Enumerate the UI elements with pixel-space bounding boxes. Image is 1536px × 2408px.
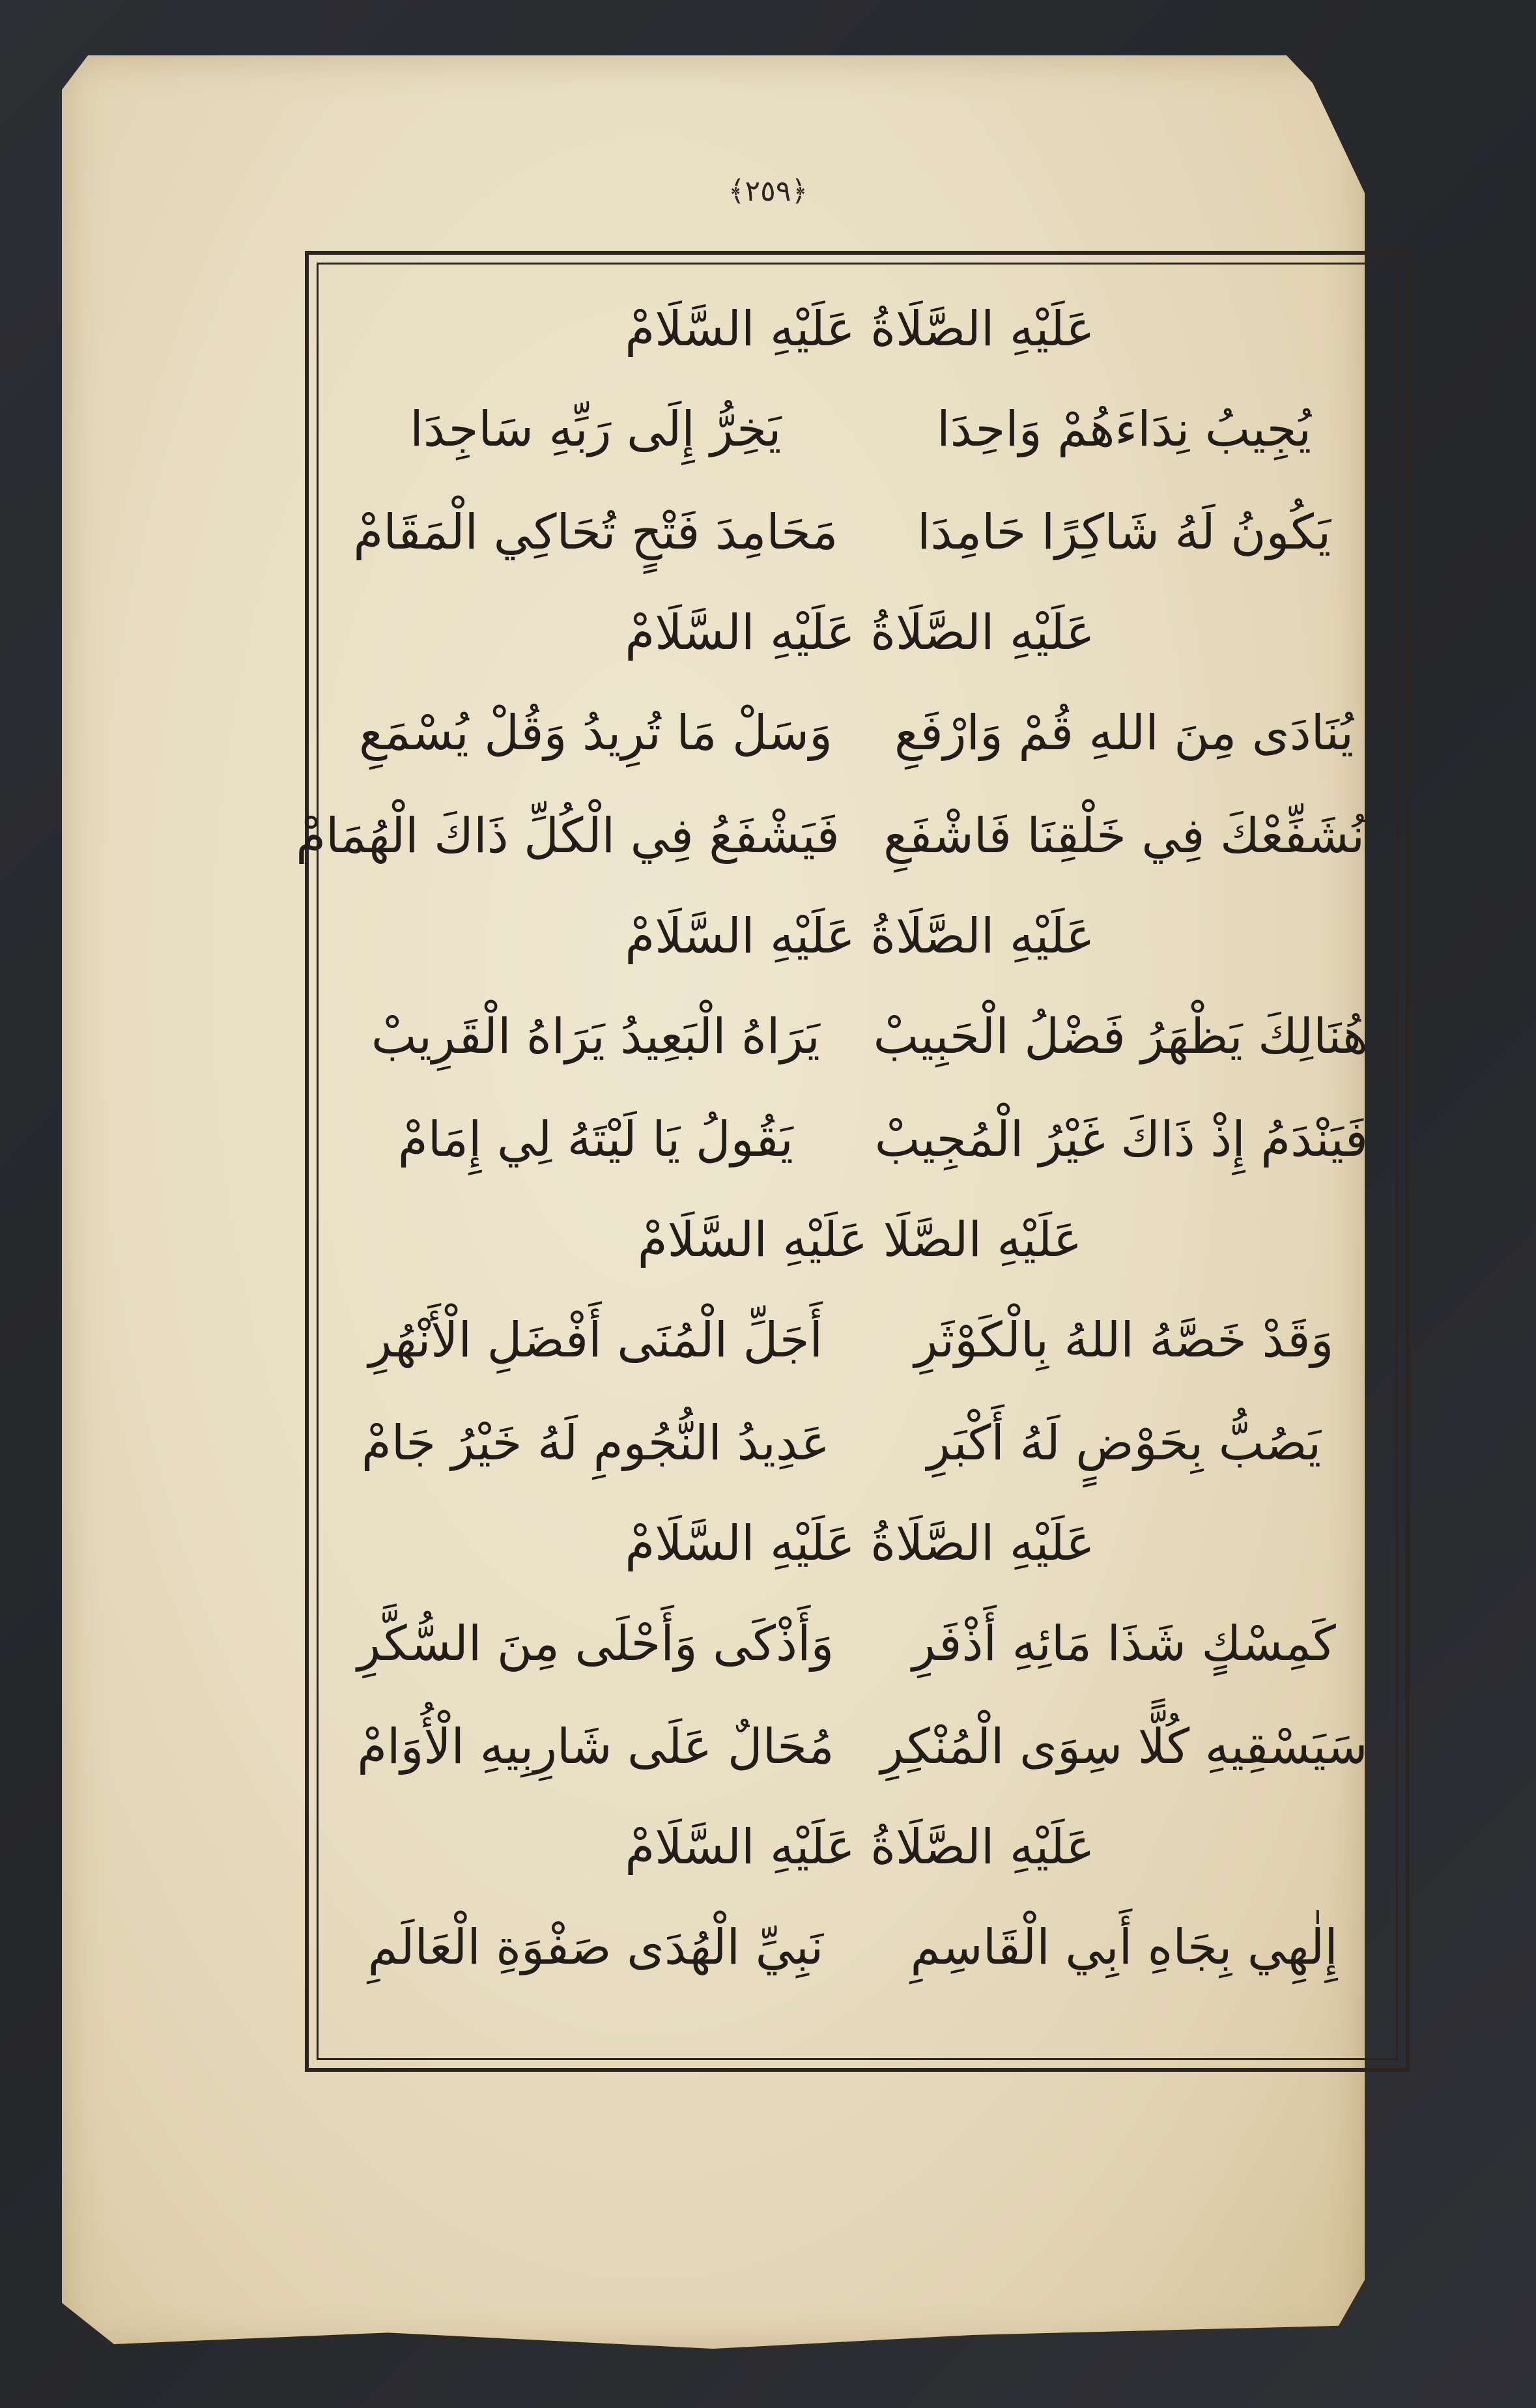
refrain-line: عَلَيْهِ الصَّلَاةُ عَلَيْهِ السَّلَامْ: [625, 605, 1095, 661]
hemistich-left: يَرَاهُ الْبَعِيدُ يَرَاهُ الْقَرِيبْ: [371, 1009, 820, 1065]
hemistich-left: أَجَلِّ الْمُنَى أَفْضَلِ الْأَنْهُرِ: [368, 1312, 823, 1368]
verse-line: [352, 1896, 1368, 1999]
page-number: ﴾٢٥٩﴿: [728, 175, 808, 208]
verse-line: [352, 1088, 1368, 1191]
hemistich-left: فَيَشْفَعُ فِي الْكُلِّ ذَاكَ الْهُمَامْ: [296, 808, 840, 864]
hemistich-right: يُجِيبُ نِدَاءَهُمْ وَاحِدَا: [937, 401, 1312, 457]
hemistich-left: يَقُولُ يَا لَيْتَهُ لِي إِمَامْ: [397, 1111, 793, 1168]
verse-line: [352, 1592, 1368, 1695]
hemistich-right: هُنَالِكَ يَظْهَرُ فَضْلُ الْحَبِيبْ: [873, 1009, 1368, 1065]
hemistich-left: وَسَلْ مَا تُرِيدُ وَقُلْ يُسْمَعِ: [358, 705, 832, 761]
hemistich-right: نُشَفِّعْكَ فِي خَلْقِنَا فَاشْفَعِ: [883, 808, 1365, 864]
hemistich-right: يَكُونُ لَهُ شَاكِرًا حَامِدَا: [917, 504, 1331, 560]
refrain-line: عَلَيْهِ الصَّلَاةُ عَلَيْهِ السَّلَامْ: [625, 1515, 1095, 1571]
verse-line: [352, 481, 1368, 584]
verse-line: [296, 784, 1368, 887]
verse-line: [352, 1695, 1368, 1798]
poem-body: [296, 280, 1368, 1999]
hemistich-left: يَخِرُّ إِلَى رَبِّهِ سَاجِدَا: [410, 401, 782, 457]
hemistich-right: فَيَنْدَمُ إِذْ ذَاكَ غَيْرُ الْمُجِيبْ: [874, 1111, 1368, 1168]
verse-line: [352, 1392, 1368, 1495]
hemistich-left: عَدِيدُ النُّجُومِ لَهُ خَيْرُ جَامْ: [361, 1415, 830, 1471]
hemistich-left: مَحَامِدَ فَتْحٍ تُحَاكِي الْمَقَامْ: [353, 504, 838, 560]
hemistich-right: وَقَدْ خَصَّهُ اللهُ بِالْكَوْثَرِ: [914, 1312, 1334, 1368]
hemistich-right: يَصُبُّ بِحَوْضٍ لَهُ أَكْبَرِ: [926, 1415, 1322, 1471]
refrain-line: عَلَيْهِ الصَّلَاةُ عَلَيْهِ السَّلَامْ: [625, 301, 1095, 357]
verse-line: [352, 681, 1368, 784]
hemistich-right: كَمِسْكٍ شَذَا مَائِهِ أَذْفَرِ: [912, 1616, 1336, 1672]
verse-line: [352, 378, 1368, 481]
hemistich-left: نَبِيِّ الْهُدَى صَفْوَةِ الْعَالَمِ: [367, 1919, 824, 1975]
refrain-line: عَلَيْهِ الصَّلَا عَلَيْهِ السَّلَامْ: [637, 1212, 1083, 1268]
hemistich-left: مُحَالٌ عَلَى شَارِبِيهِ الْأُوَامْ: [357, 1719, 834, 1775]
verse-line: [352, 1289, 1368, 1392]
refrain-line: عَلَيْهِ الصَّلَاةُ عَلَيْهِ السَّلَامْ: [625, 1819, 1095, 1875]
verse-line: [352, 985, 1368, 1088]
hemistich-right: إِلٰهِي بِجَاهِ أَبِي الْقَاسِمِ: [910, 1919, 1338, 1975]
hemistich-right: يُنَادَى مِنَ اللهِ قُمْ وَارْفَعِ: [894, 705, 1354, 761]
refrain-line: عَلَيْهِ الصَّلَاةُ عَلَيْهِ السَّلَامْ: [625, 908, 1095, 964]
hemistich-left: وَأَذْكَى وَأَحْلَى مِنَ السُّكَّرِ: [357, 1616, 834, 1672]
hemistich-right: سَيَسْقِيهِ كُلًّا سِوَى الْمُنْكِرِ: [880, 1719, 1368, 1775]
